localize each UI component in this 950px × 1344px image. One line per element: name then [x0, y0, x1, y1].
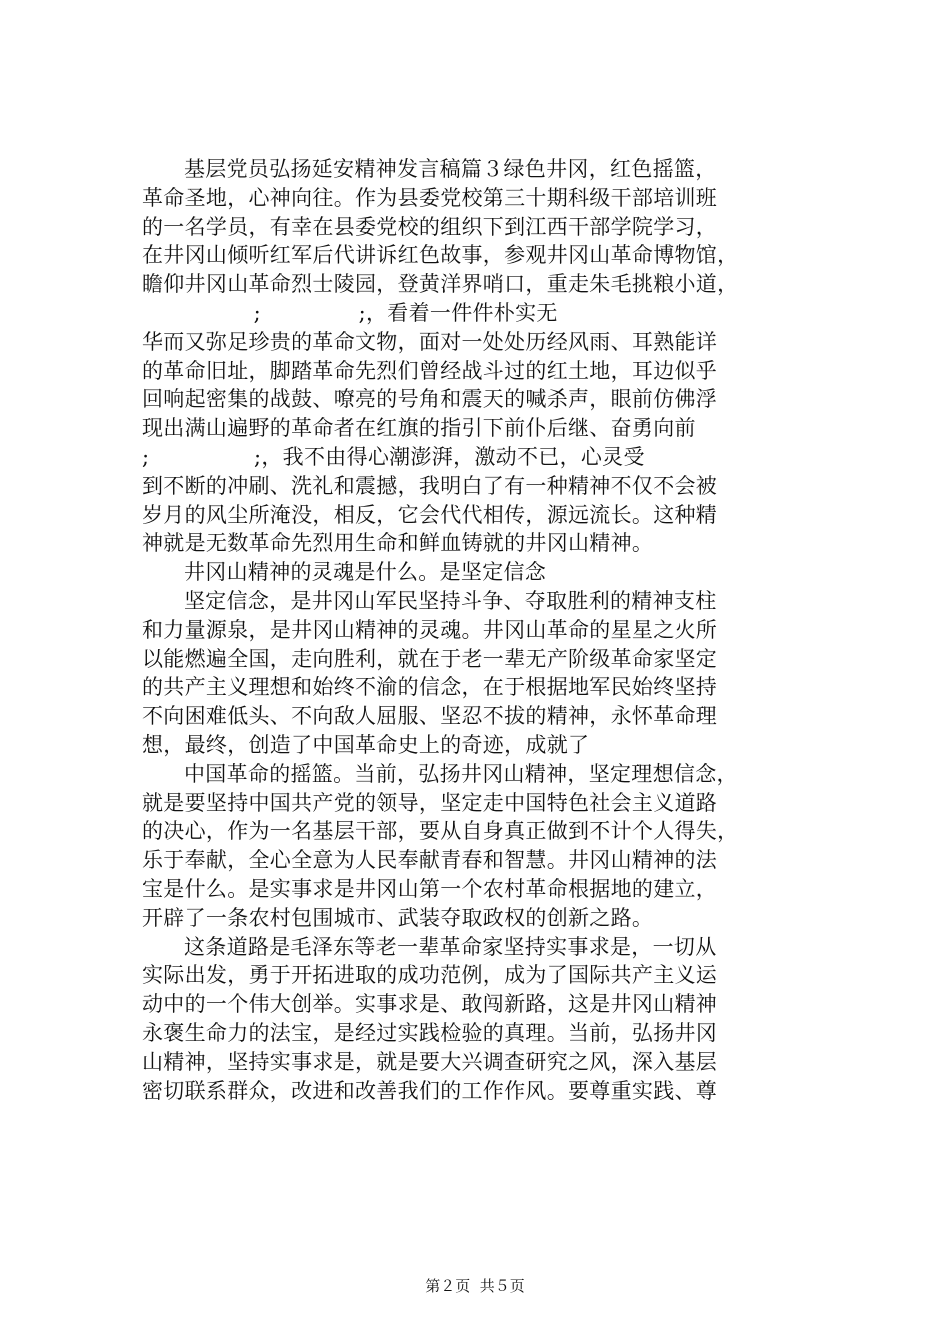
text-line: 岁月的风尘所淹没，相反，它会代代相传，源远流长。这种精: [142, 502, 718, 527]
text-line: 瞻仰井冈山革命烈士陵园，登黄洋界哨口，重走朱毛挑粮小道，: [142, 272, 739, 297]
text-line: 乐于奉献，全心全意为人民奉献青春和智慧。井冈山精神的法: [142, 848, 718, 873]
text-line: 以能燃遍全国，走向胜利，就在于老一辈无产阶级革命家坚定: [142, 646, 718, 671]
text-line: 神就是无数革命先烈用生命和鲜血铸就的井冈山精神。: [142, 531, 654, 556]
page-footer: [0, 1276, 950, 1296]
text-line: 回响起密集的战鼓、嘹亮的号角和震天的喊杀声，眼前仿佛浮: [142, 387, 718, 412]
text-line: 革命圣地，心神向往。作为县委党校第三十期科级干部培训班: [142, 185, 718, 210]
text-line: 山精神，坚持实事求是，就是要大兴调查研究之风，深入基层: [142, 1049, 718, 1074]
text-line: 的决心，作为一名基层干部，要从自身真正做到不计个人得失，: [142, 819, 739, 844]
text-line: 实际出发，勇于开拓进取的成功范例，成为了国际共产主义运: [142, 963, 718, 988]
text-line: 坚定信念，是井冈山军民坚持斗争、夺取胜利的精神支柱: [184, 588, 717, 613]
text-line: ; ;，看着一件件朴实无: [142, 300, 558, 325]
text-line: 基层党员弘扬延安精神发言稿篇３绿色井冈，红色摇篮，: [184, 157, 717, 181]
text-line: 的共产主义理想和始终不渝的信念，在于根据地军民始终坚持: [142, 675, 718, 700]
text-line: 不向困难低头、不向敌人屈服、坚忍不拔的精神，永怀革命理: [142, 704, 718, 729]
text-line: 动中的一个伟大创举。实事求是、敢闯新路，这是井冈山精神: [142, 992, 718, 1017]
text-line: 和力量源泉，是井冈山精神的灵魂。井冈山革命的星星之火所: [142, 617, 718, 642]
text-line: 想，最终，创造了中国革命史上的奇迹，成就了: [142, 732, 590, 757]
text-line: 永褒生命力的法宝，是经过实践检验的真理。当前，弘扬井冈: [142, 1020, 718, 1045]
text-line: 井冈山精神的灵魂是什么。是坚定信念: [184, 560, 547, 585]
text-line: 的一名学员，有幸在县委党校的组织下到江西干部学院学习，: [142, 214, 718, 239]
text-line: 这条道路是毛泽东等老一辈革命家坚持实事求是，一切从: [184, 934, 717, 959]
text-line: 开辟了一条农村包围城市、武装夺取政权的创新之路。: [142, 905, 654, 930]
text-line: 就是要坚持中国共产党的领导，坚定走中国特色社会主义道路: [142, 790, 718, 815]
text-line: 在井冈山倾听红军后代讲诉红色故事，参观井冈山革命博物馆，: [142, 243, 739, 268]
text-line: 到不断的冲刷、洗礼和震撼，我明白了有一种精神不仅不会被: [142, 473, 718, 498]
text-line: 密切联系群众，改进和改善我们的工作作风。要尊重实践、尊: [142, 1078, 718, 1103]
text-line: ; ;，我不由得心潮澎湃，激动不已，心灵受: [142, 444, 645, 469]
text-line: 的革命旧址，脚踏革命先烈们曾经战斗过的红土地，耳边似乎: [142, 358, 718, 383]
document-body: [142, 155, 832, 1105]
text-line: 华而又弥足珍贵的革命文物，面对一处处历经风雨、耳熟能详: [142, 329, 718, 354]
text-line: 现出满山遍野的革命者在红旗的指引下前仆后继、奋勇向前: [142, 416, 696, 441]
text-line: 宝是什么。是实事求是井冈山第一个农村革命根据地的建立，: [142, 876, 718, 901]
page-number: 第２页 共５页: [425, 1277, 525, 1295]
text-line: 中国革命的摇篮。当前，弘扬井冈山精神，坚定理想信念，: [184, 761, 738, 786]
